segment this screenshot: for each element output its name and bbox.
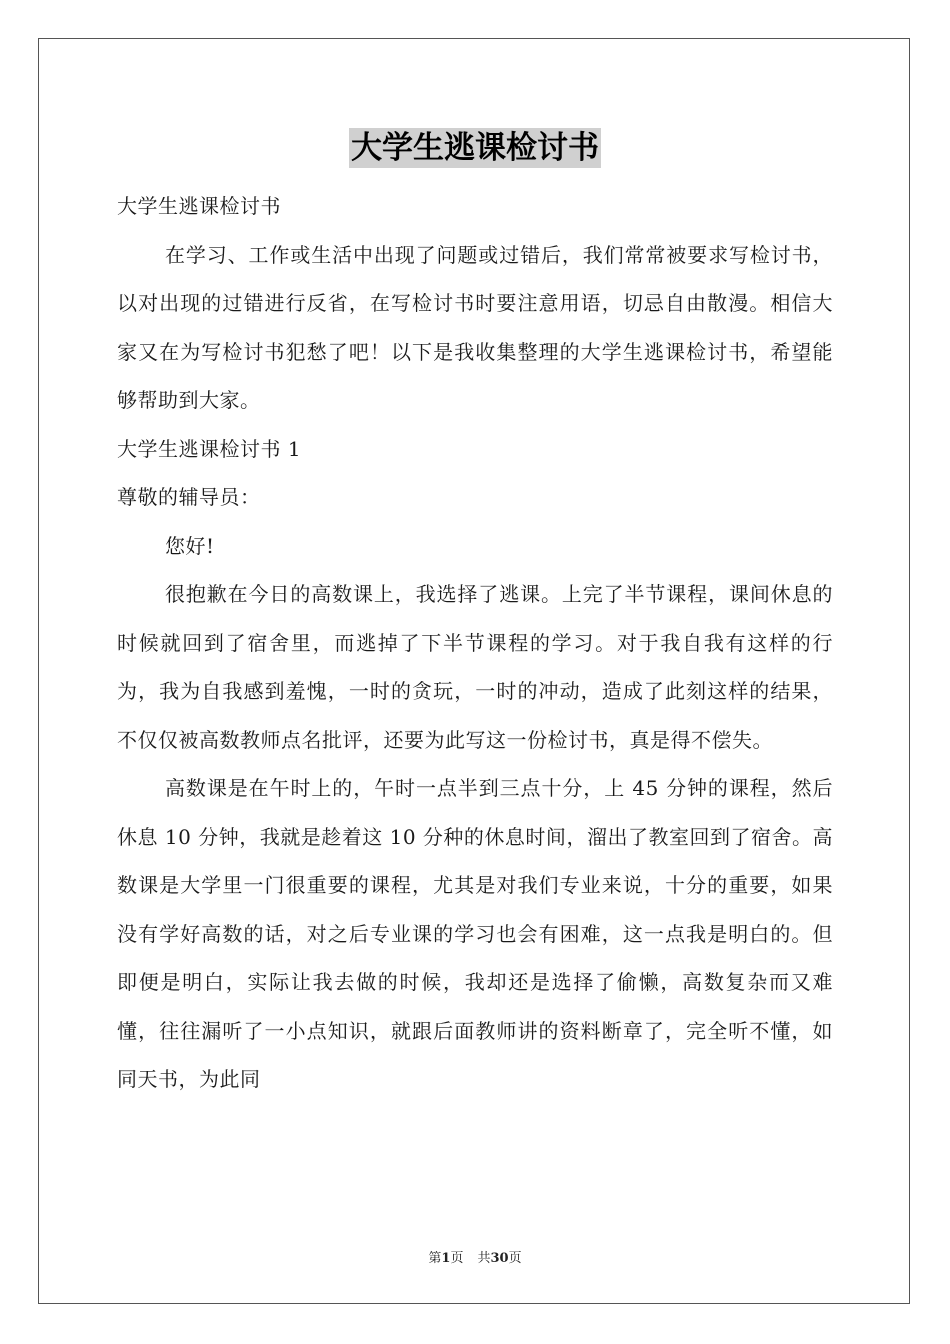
total-unit: 页 — [508, 1251, 522, 1266]
page-number: 1 — [441, 1251, 451, 1266]
page-prefix: 第 — [428, 1251, 442, 1266]
page-footer — [0, 1247, 950, 1266]
paragraph-greeting: 您好! — [165, 533, 215, 558]
document-title — [0, 128, 950, 168]
paragraph-salutation: 尊敬的辅导员： — [117, 485, 261, 509]
total-prefix: 共 — [477, 1251, 491, 1266]
document-title-text: 大学生逃课检讨书 — [351, 130, 599, 166]
paragraph-body-2: 高数课是在午时上的，午时一点半到三点十分，上 45 分钟的课程，然后休息 10 分钟，我就是趁着这 10 分种的休息时间，溜出了教室回到了宿舍。高数课是大学里一门很重要的课程，尤其是对我们专业来说，十分的重要，如果没有学好高数的话，对之后专业课的学习也会有困难，这一点我是明白的。但即便是明白，实际让我去做的时候，我却还是选择了偷懒，高数复杂而又难懂，往往漏听了一小点知识，就跟后面教师讲的资料断章了，完全听不懂，如同天书，为此同 — [117, 776, 833, 1091]
paragraph-body-1: 很抱歉在今日的高数课上，我选择了逃课。上完了半节课程，课间休息的时候就回到了宿舍里，而逃掉了下半节课程的学习。对于我自我有这样的行为，我为自我感到羞愧，一时的贪玩，一时的冲动，造成了此刻这样的结果，不仅仅被高数教师点名批评，还要为此写这一份检讨书，真是得不偿失。 — [117, 582, 833, 752]
paragraph-subheading: 大学生逃课检讨书 1 — [117, 436, 302, 461]
paragraph-intro: 在学习、工作或生活中出现了问题或过错后，我们常常被要求写检讨书，以对出现的过错进行反省，在写检讨书时要注意用语，切忌自由散漫。相信大家又在为写检讨书犯愁了吧！以下是我收集整理的大学生逃课检讨书，希望能够帮助到大家。 — [117, 242, 833, 412]
total-pages: 30 — [490, 1251, 509, 1266]
document-body — [117, 182, 833, 1104]
page-unit: 页 — [450, 1251, 464, 1266]
paragraph-heading: 大学生逃课检讨书 — [117, 194, 281, 218]
